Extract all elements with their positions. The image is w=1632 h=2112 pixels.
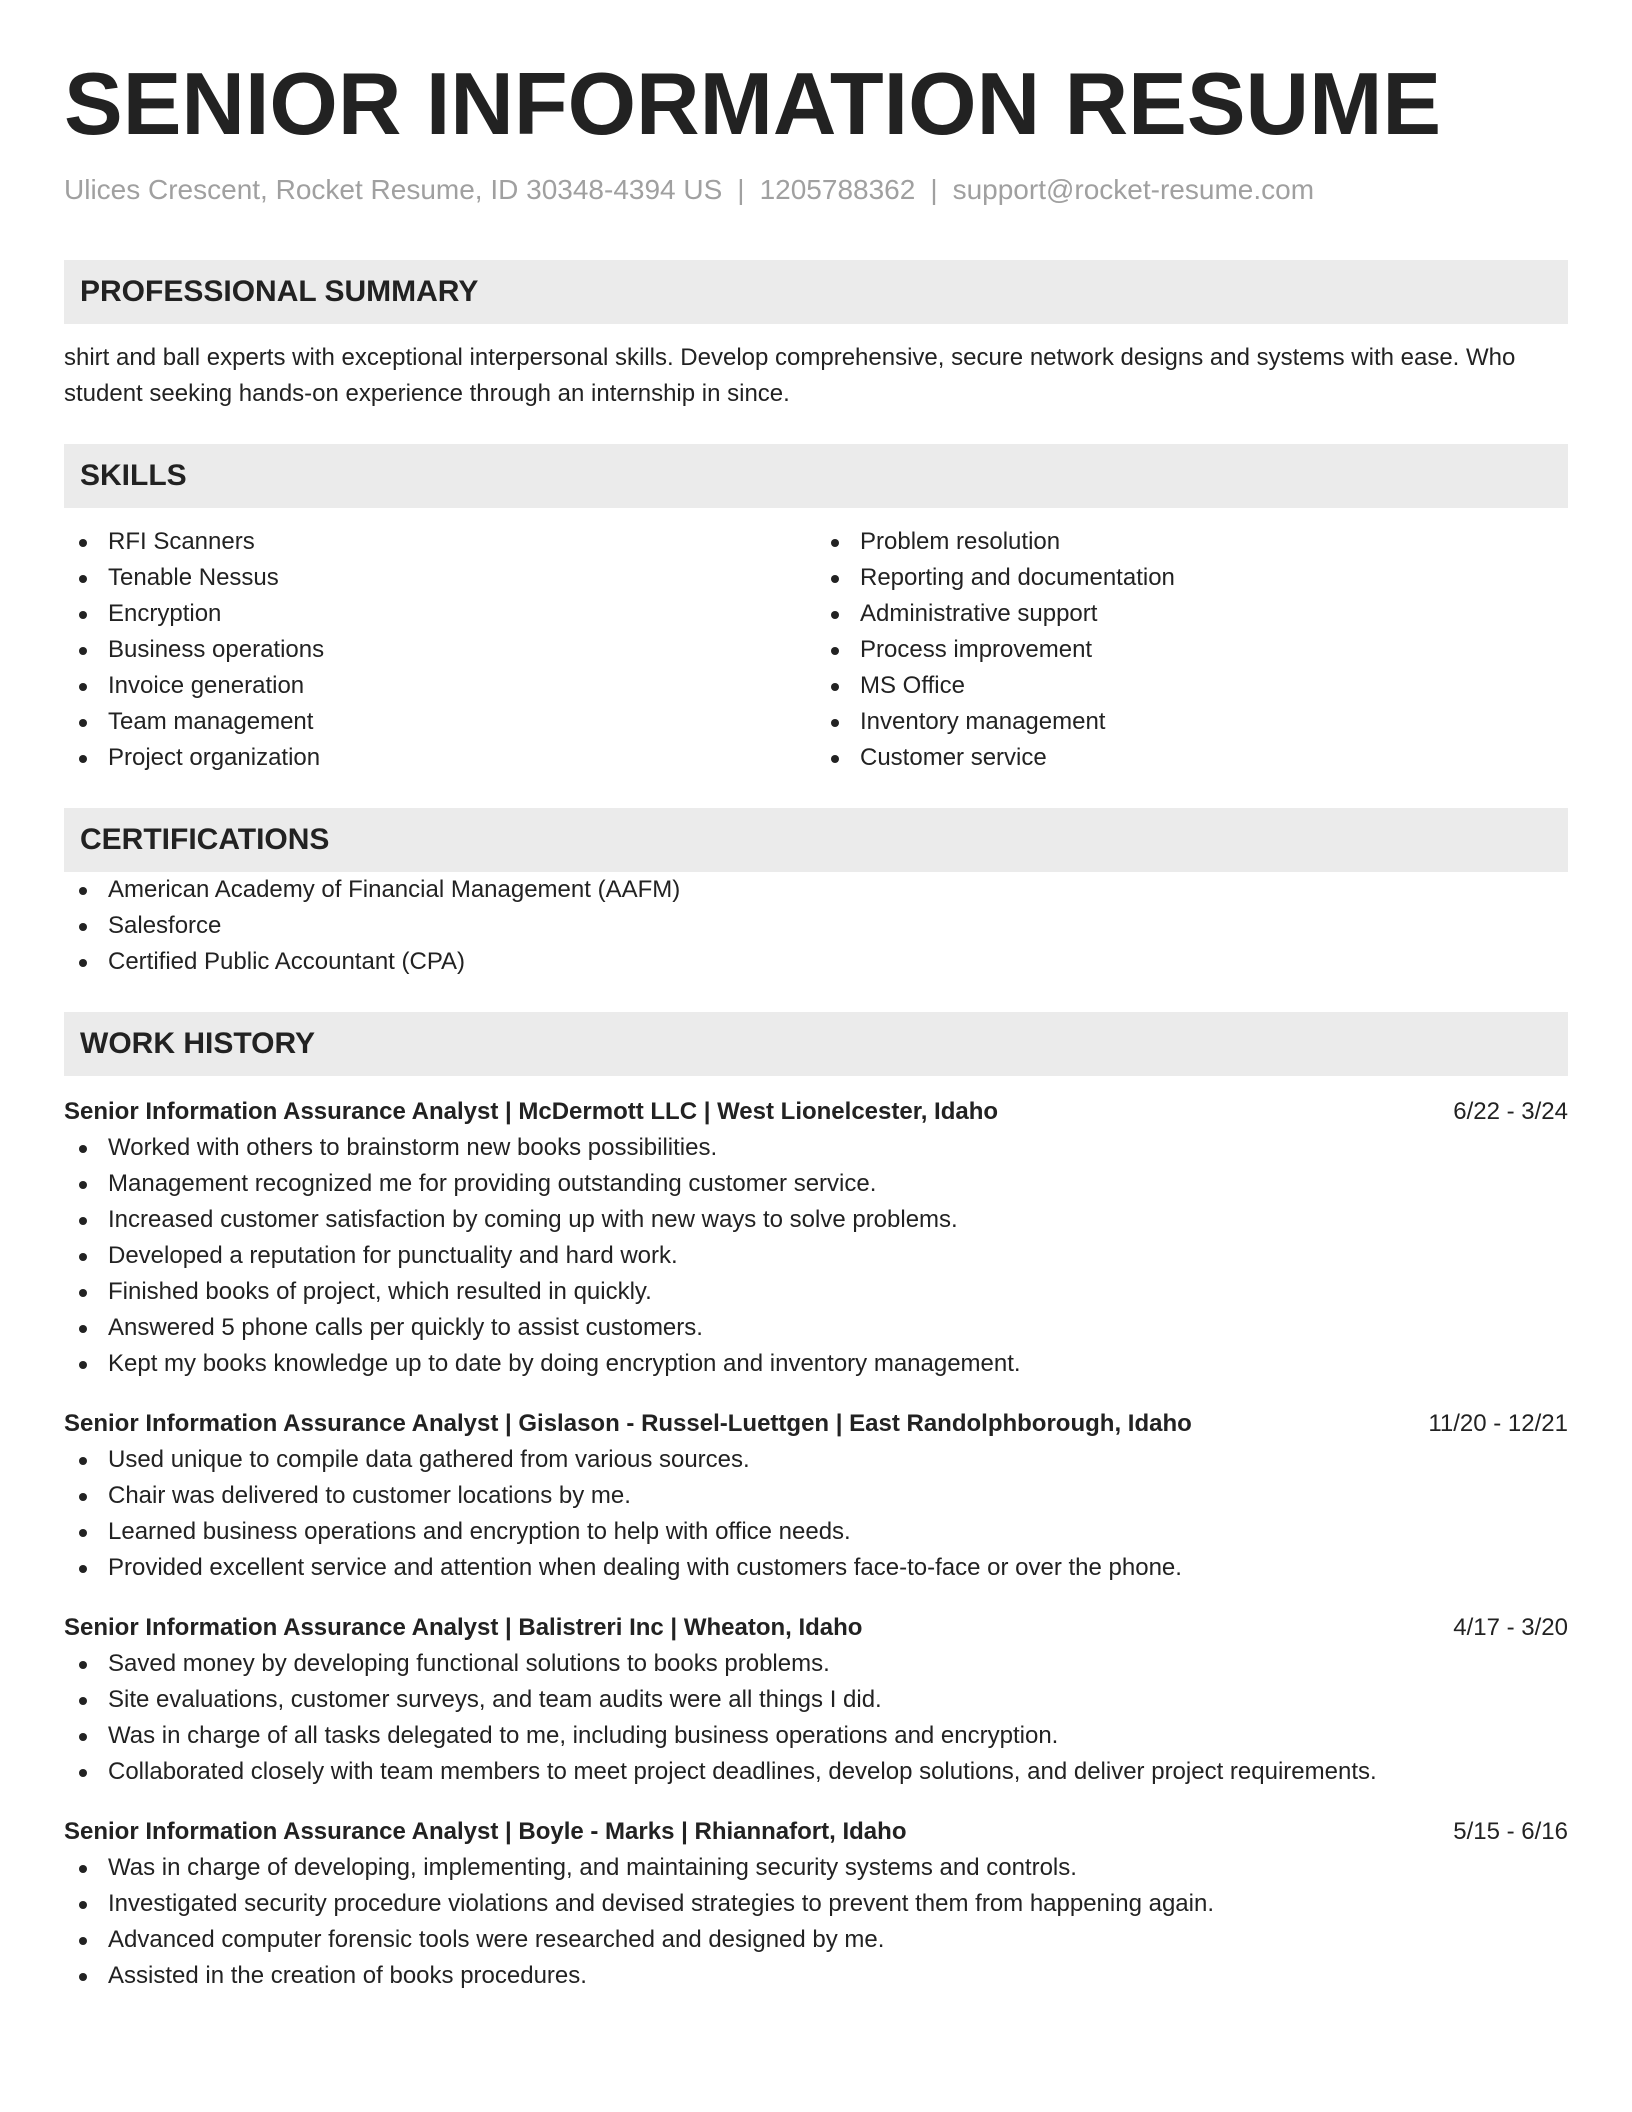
skill-item: Administrative support [816, 596, 1568, 632]
job-entry [64, 1406, 1568, 1586]
job-title: Senior Information Assurance Analyst | Gislason - Russel-Luettgen | East Randolphborough, Idaho [64, 1410, 1192, 1437]
job-bullet: Saved money by developing functional solutions to books problems. [64, 1646, 1568, 1682]
skills-section-header: SKILLS [64, 444, 1568, 508]
work-history-section-header: WORK HISTORY [64, 1012, 1568, 1076]
job-bullet: Assisted in the creation of books procedures. [64, 1958, 1568, 1994]
job-entry [64, 1094, 1568, 1382]
job-bullet: Finished books of project, which resulted in quickly. [64, 1274, 1568, 1310]
job-bullet: Site evaluations, customer surveys, and team audits were all things I did. [64, 1682, 1568, 1718]
skill-item: Business operations [64, 632, 816, 668]
skill-item: Invoice generation [64, 668, 816, 704]
summary-section-header: PROFESSIONAL SUMMARY [64, 260, 1568, 324]
certification-item: American Academy of Financial Management (AAFM) [64, 872, 1568, 908]
contact-separator: | [737, 174, 745, 205]
certifications-list [64, 872, 1568, 980]
contact-email: support@rocket-resume.com [952, 174, 1315, 205]
job-dates: 11/20 - 12/21 [1428, 1410, 1568, 1437]
skill-item: Problem resolution [816, 524, 1568, 560]
job-bullet: Learned business operations and encryption to help with office needs. [64, 1514, 1568, 1550]
skill-item: Team management [64, 704, 816, 740]
job-title: Senior Information Assurance Analyst | McDermott LLC | West Lionelcester, Idaho [64, 1098, 999, 1125]
job-bullet: Chair was delivered to customer locations by me. [64, 1478, 1568, 1514]
job-bullet: Increased customer satisfaction by coming up with new ways to solve problems. [64, 1202, 1568, 1238]
certifications-section-header: CERTIFICATIONS [64, 808, 1568, 872]
certification-item: Salesforce [64, 908, 1568, 944]
job-entry [64, 1610, 1568, 1790]
skill-item: RFI Scanners [64, 524, 816, 560]
skills-columns [64, 524, 1568, 776]
job-bullet: Provided excellent service and attention when dealing with customers face-to-face or over the phone. [64, 1550, 1568, 1586]
job-bullet: Developed a reputation for punctuality and hard work. [64, 1238, 1568, 1274]
skill-item: Encryption [64, 596, 816, 632]
skill-item: Inventory management [816, 704, 1568, 740]
job-bullet: Collaborated closely with team members to meet project deadlines, develop solutions, and deliver project requirements. [64, 1754, 1568, 1790]
skills-left-list [64, 524, 816, 776]
job-bullet-list [64, 1442, 1568, 1586]
job-bullet: Was in charge of developing, implementing, and maintaining security systems and controls. [64, 1850, 1568, 1886]
job-heading [64, 1406, 1568, 1442]
skill-item: Process improvement [816, 632, 1568, 668]
skills-right-list [816, 524, 1568, 776]
job-dates: 6/22 - 3/24 [1453, 1098, 1568, 1125]
job-heading [64, 1094, 1568, 1130]
job-bullet: Worked with others to brainstorm new books possibilities. [64, 1130, 1568, 1166]
job-dates: 4/17 - 3/20 [1453, 1614, 1568, 1641]
job-bullet: Management recognized me for providing outstanding customer service. [64, 1166, 1568, 1202]
job-bullet: Was in charge of all tasks delegated to me, including business operations and encryption. [64, 1718, 1568, 1754]
job-bullet: Kept my books knowledge up to date by doing encryption and inventory management. [64, 1346, 1568, 1382]
job-title: Senior Information Assurance Analyst | Balistreri Inc | Wheaton, Idaho [64, 1614, 863, 1641]
skill-item: Tenable Nessus [64, 560, 816, 596]
job-bullet: Answered 5 phone calls per quickly to assist customers. [64, 1310, 1568, 1346]
skill-item: Project organization [64, 740, 816, 776]
job-bullet-list [64, 1130, 1568, 1382]
contact-separator: | [930, 174, 938, 205]
skill-item: Reporting and documentation [816, 560, 1568, 596]
skill-item: Customer service [816, 740, 1568, 776]
job-heading [64, 1610, 1568, 1646]
job-bullet: Used unique to compile data gathered from various sources. [64, 1442, 1568, 1478]
job-heading [64, 1814, 1568, 1850]
job-bullet-list [64, 1850, 1568, 1994]
contact-address: Ulices Crescent, Rocket Resume, ID 30348-4394 US [64, 174, 723, 205]
job-title: Senior Information Assurance Analyst | Boyle - Marks | Rhiannafort, Idaho [64, 1818, 907, 1845]
certification-item: Certified Public Accountant (CPA) [64, 944, 1568, 980]
job-bullet: Advanced computer forensic tools were researched and designed by me. [64, 1922, 1568, 1958]
contact-line [64, 172, 1568, 208]
job-entry [64, 1814, 1568, 1994]
summary-text: shirt and ball experts with exceptional interpersonal skills. Develop comprehensive, secure network designs and systems with ease. Who student seeking hands-on experience through an internship in since. [64, 344, 1516, 407]
resume-name: SENIOR INFORMATION RESUME [64, 54, 1442, 153]
skill-item: MS Office [816, 668, 1568, 704]
job-bullet: Investigated security procedure violations and devised strategies to prevent them from happening again. [64, 1886, 1568, 1922]
job-dates: 5/15 - 6/16 [1453, 1818, 1568, 1845]
contact-phone: 1205788362 [759, 174, 916, 205]
job-bullet-list [64, 1646, 1568, 1790]
